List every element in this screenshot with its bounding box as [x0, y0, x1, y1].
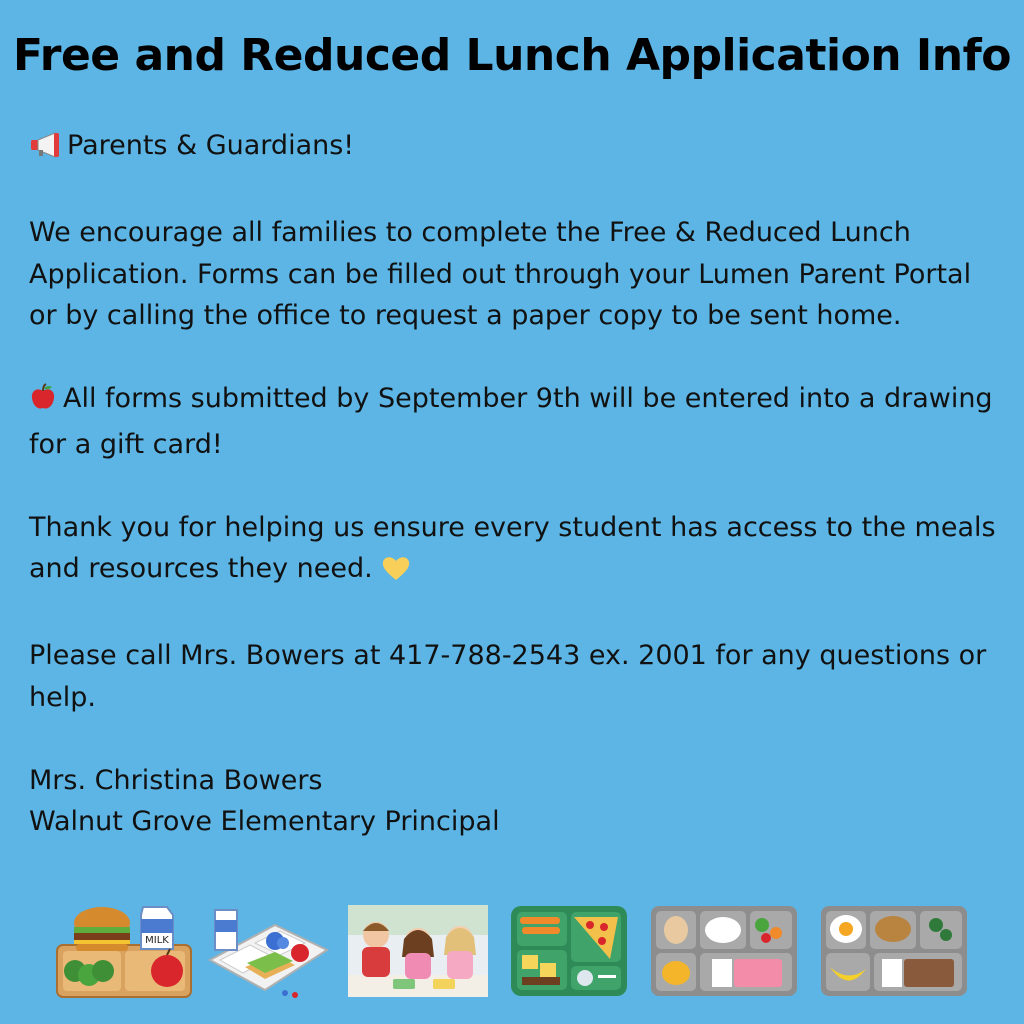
paragraph-contact: Please call Mrs. Bowers at 417-788-2543 ex. 2001 for any questions or help.: [29, 640, 987, 713]
megaphone-icon: [29, 129, 61, 171]
kids-eating-photo: [348, 905, 488, 997]
announcement-body: [29, 125, 999, 843]
lunch-tray-burger-illustration: [55, 905, 195, 1000]
milk-carton-label: MILK: [145, 935, 169, 946]
drawing-text: All forms submitted by September 9th will be entered into a drawing for a gift card!: [29, 383, 993, 460]
lunch-tray-pizza-illustration: [510, 905, 628, 997]
greeting-text: Parents & Guardians!: [67, 130, 355, 161]
lunch-tray-sandwich-illustration: [205, 905, 330, 1000]
page-title: Free and Reduced Lunch Application Info: [13, 30, 1011, 81]
footer-illustrations: [0, 900, 1024, 1000]
signature-name: Mrs. Christina Bowers: [29, 764, 323, 796]
lunch-tray-grey-illustration: [650, 905, 798, 997]
yellow-heart-icon: [381, 552, 411, 594]
paragraph-drawing: [29, 378, 999, 465]
thanks-text: Thank you for helping us ensure every student has access to the meals and resources they need.: [29, 511, 996, 584]
paragraph-thanks: [29, 507, 999, 594]
paragraph-encourage: We encourage all families to complete the Free & Reduced Lunch Application. Forms can be filled out through your Lumen Parent Portal or by calling the office to request a paper copy to be sent home.: [29, 217, 972, 331]
signature-role: Walnut Grove Elementary Principal: [29, 806, 500, 837]
apple-icon: [29, 382, 57, 424]
greeting-line: [29, 125, 999, 171]
lunch-tray-breakfast-illustration: [820, 905, 968, 997]
